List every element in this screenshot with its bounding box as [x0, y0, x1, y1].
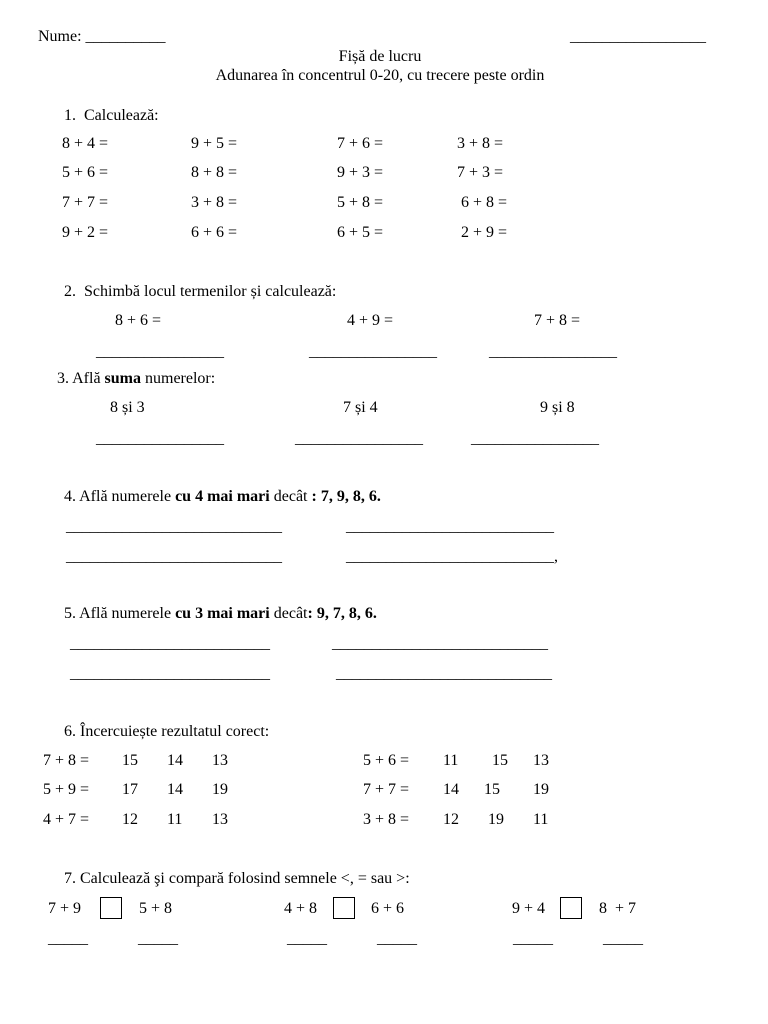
ex6-expr: 7 + 7 =	[363, 781, 410, 798]
ex6-option[interactable]: 11	[533, 811, 549, 828]
answer-blank[interactable]: _____	[48, 930, 88, 947]
answer-blank[interactable]: ________________	[96, 430, 224, 447]
ex6-option[interactable]: 13	[533, 752, 549, 769]
ex1-item: 6 + 8 =	[461, 194, 508, 211]
answer-blank[interactable]: ________________	[309, 343, 437, 360]
answer-blank[interactable]: ___________________________	[66, 518, 282, 535]
name-field[interactable]: Nume: __________	[38, 28, 166, 45]
ex6-heading: 6. Încercuiește rezultatul corect:	[64, 723, 270, 740]
ex7-right-expr: 8 + 7	[599, 900, 637, 917]
ex3-item: 8 și 3	[110, 399, 145, 416]
ex7-heading: 7. Calculează şi compară folosind semnele <, = sau >:	[64, 870, 410, 887]
page-subtitle: Adunarea în concentrul 0-20, cu trecere peste ordin	[215, 67, 545, 84]
ex1-item: 7 + 7 =	[62, 194, 109, 211]
ex6-expr: 3 + 8 =	[363, 811, 410, 828]
answer-blank[interactable]: __________________________,	[346, 548, 558, 565]
ex6-option[interactable]: 12	[122, 811, 138, 828]
ex6-option[interactable]: 15	[484, 781, 500, 798]
ex7-right-expr: 6 + 6	[371, 900, 405, 917]
answer-blank[interactable]: ___________________________	[66, 548, 282, 565]
answer-blank[interactable]: ________________	[96, 343, 224, 360]
ex1-item: 9 + 5 =	[191, 135, 238, 152]
answer-blank[interactable]: ________________	[471, 430, 599, 447]
ex7-right-expr: 5 + 8	[139, 900, 173, 917]
ex7-left-expr: 4 + 8	[284, 900, 318, 917]
ex2-item: 4 + 9 =	[347, 312, 394, 329]
answer-blank[interactable]: _____	[603, 930, 643, 947]
ex6-option[interactable]: 13	[212, 811, 228, 828]
ex6-option[interactable]: 11	[167, 811, 183, 828]
ex1-item: 3 + 8 =	[457, 135, 504, 152]
ex2-item: 7 + 8 =	[534, 312, 581, 329]
compare-sign-box[interactable]	[100, 897, 122, 919]
ex3-heading: 3. Află suma numerelor:	[57, 370, 216, 387]
ex6-expr: 5 + 6 =	[363, 752, 410, 769]
ex1-item: 3 + 8 =	[191, 194, 238, 211]
ex1-heading: 1. Calculează:	[64, 107, 159, 124]
ex6-option[interactable]: 14	[167, 752, 183, 769]
answer-blank[interactable]: _____	[287, 930, 327, 947]
answer-blank[interactable]: _____	[138, 930, 178, 947]
ex6-option[interactable]: 15	[122, 752, 138, 769]
ex1-item: 9 + 2 =	[62, 224, 109, 241]
answer-blank[interactable]: ___________________________	[336, 665, 552, 682]
ex1-item: 6 + 5 =	[337, 224, 384, 241]
ex1-item: 2 + 9 =	[461, 224, 508, 241]
ex6-option[interactable]: 13	[212, 752, 228, 769]
ex7-left-expr: 7 + 9	[48, 900, 82, 917]
answer-blank[interactable]: _____	[513, 930, 553, 947]
ex6-option[interactable]: 19	[212, 781, 228, 798]
ex6-option[interactable]: 17	[122, 781, 138, 798]
answer-blank[interactable]: ___________________________	[332, 635, 548, 652]
ex6-option[interactable]: 14	[167, 781, 183, 798]
ex6-expr: 5 + 9 =	[43, 781, 90, 798]
ex5-heading: 5. Află numerele cu 3 mai mari decât: 9, 7, 8, 6.	[64, 605, 377, 622]
ex6-option[interactable]: 12	[443, 811, 459, 828]
answer-blank[interactable]: _________________________	[70, 635, 270, 652]
ex1-item: 9 + 3 =	[337, 164, 384, 181]
ex6-option[interactable]: 14	[443, 781, 459, 798]
ex1-item: 8 + 8 =	[191, 164, 238, 181]
ex6-expr: 7 + 8 =	[43, 752, 90, 769]
ex2-heading: 2. Schimbă locul termenilor și calculează:	[64, 283, 337, 300]
ex1-item: 8 + 4 =	[62, 135, 109, 152]
ex2-item: 8 + 6 =	[115, 312, 162, 329]
ex6-option[interactable]: 11	[443, 752, 459, 769]
ex1-item: 6 + 6 =	[191, 224, 238, 241]
answer-blank[interactable]: ________________	[489, 343, 617, 360]
ex4-heading: 4. Află numerele cu 4 mai mari decât : 7, 9, 8, 6.	[64, 488, 381, 505]
answer-blank[interactable]: __________________________	[346, 518, 554, 535]
ex6-option[interactable]: 19	[533, 781, 549, 798]
page-title: Fișă de lucru	[338, 48, 422, 65]
ex3-item: 7 și 4	[343, 399, 378, 416]
ex1-item: 7 + 3 =	[457, 164, 504, 181]
compare-sign-box[interactable]	[560, 897, 582, 919]
ex7-left-expr: 9 + 4	[512, 900, 546, 917]
ex6-option[interactable]: 15	[492, 752, 508, 769]
ex1-item: 5 + 8 =	[337, 194, 384, 211]
ex1-item: 5 + 6 =	[62, 164, 109, 181]
answer-blank[interactable]: _____	[377, 930, 417, 947]
ex1-item: 7 + 6 =	[337, 135, 384, 152]
answer-blank[interactable]: _________________________	[70, 665, 270, 682]
blank-line[interactable]: _________________	[570, 28, 706, 45]
answer-blank[interactable]: ________________	[295, 430, 423, 447]
compare-sign-box[interactable]	[333, 897, 355, 919]
ex6-option[interactable]: 19	[488, 811, 504, 828]
ex3-item: 9 și 8	[540, 399, 575, 416]
ex6-expr: 4 + 7 =	[43, 811, 90, 828]
